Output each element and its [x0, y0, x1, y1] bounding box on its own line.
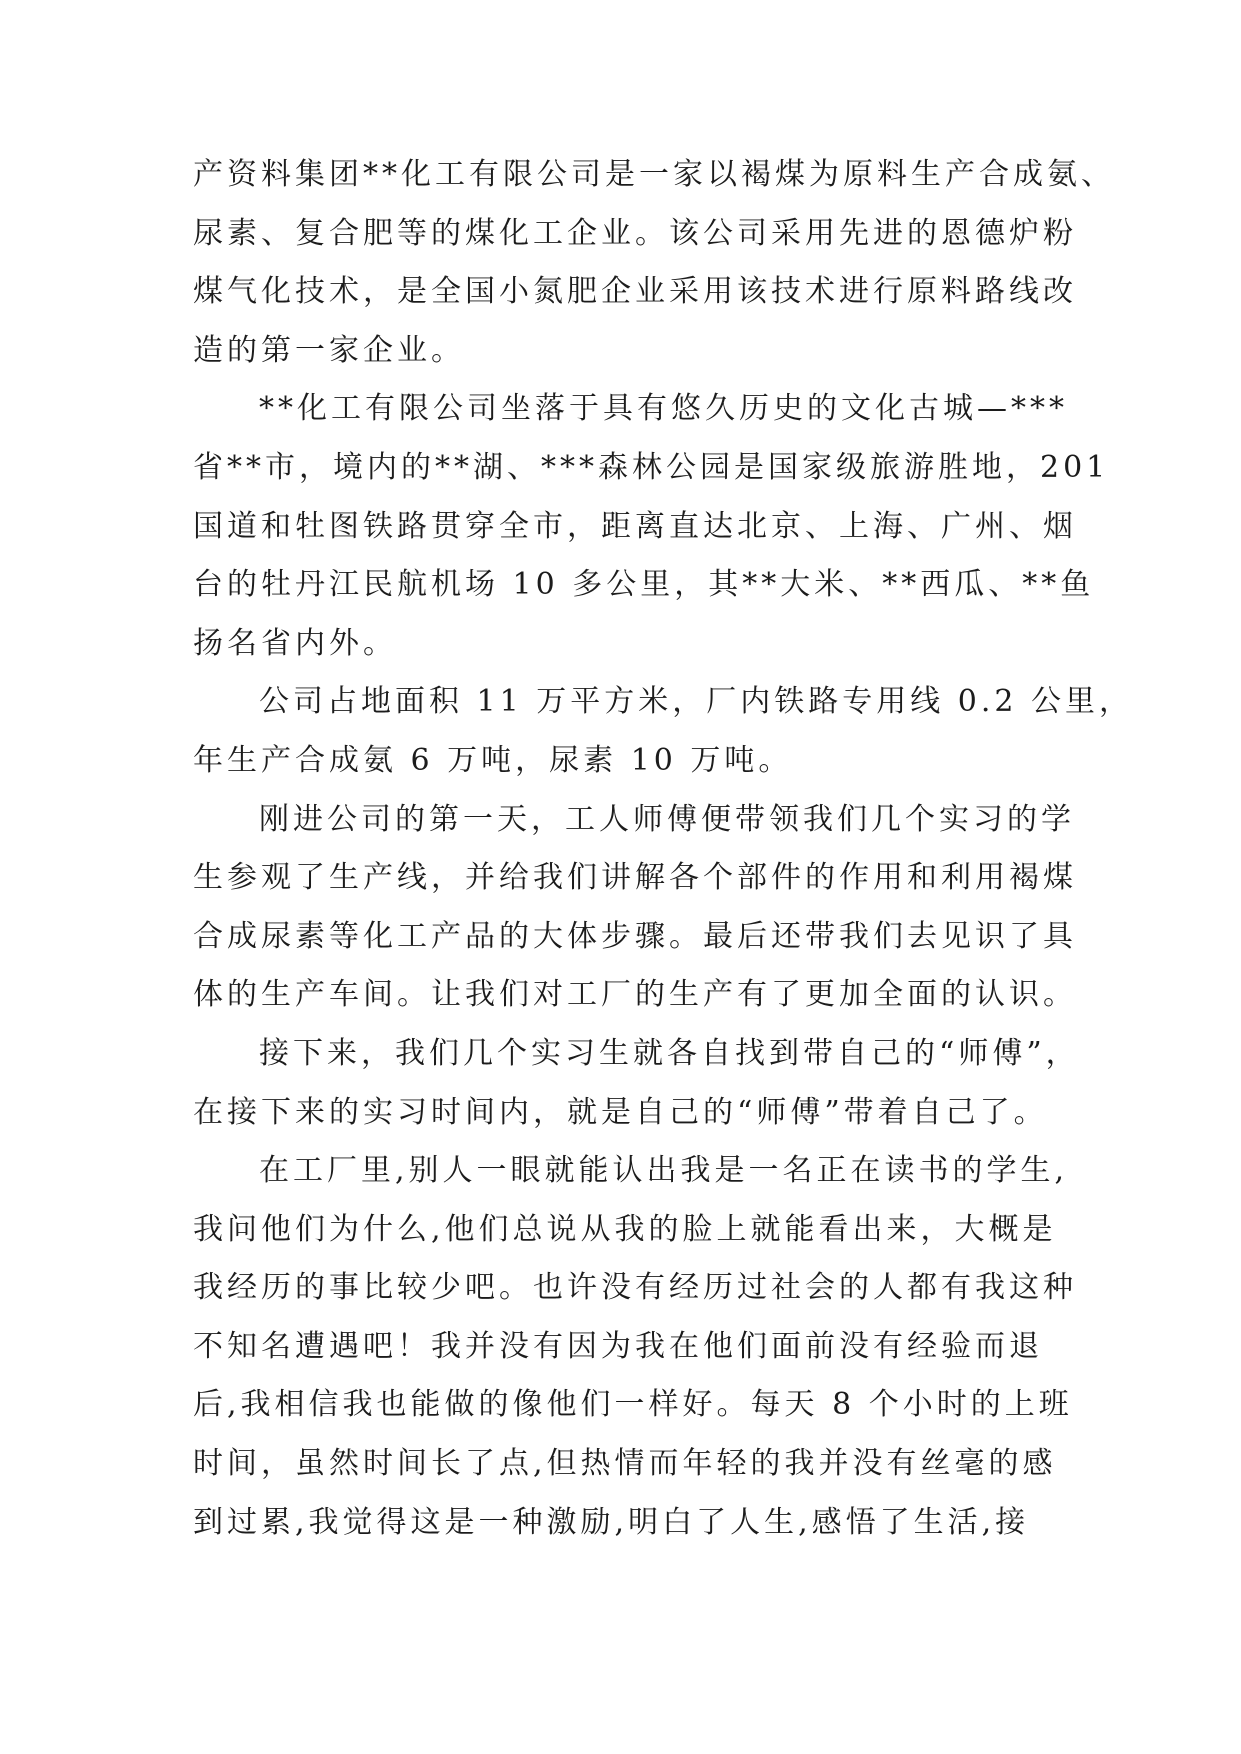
- text-line: 尿素、复合肥等的煤化工企业。该公司采用先进的恩德炉粉: [193, 215, 1077, 251]
- text-line: 产资料集团**化工有限公司是一家以褐煤为原料生产合成氨、: [193, 157, 1115, 192]
- text-line: 到过累,我觉得这是一种激励,明白了人生,感悟了生活,接: [193, 1504, 1030, 1540]
- body-text: [193, 146, 1134, 1552]
- text-line: 不知名遭遇吧！我并没有因为我在他们面前没有经验而退: [193, 1328, 1043, 1364]
- paragraph-first-line: 接下来，我们几个实习生就各自找到带自己的“师傅”，: [259, 1035, 1080, 1071]
- text-line: 生参观了生产线，并给我们讲解各个部件的作用和利用褐煤: [193, 860, 1077, 896]
- text-line: 我问他们为什么,他们总说从我的脸上就能看出来，大概是: [193, 1211, 1057, 1247]
- text-line: 省**市，境内的**湖、***森林公园是国家级旅游胜地，201: [193, 449, 1110, 485]
- text-line: 在接下来的实习时间内，就是自己的“师傅”带着自己了。: [193, 1094, 1048, 1130]
- text-line: 体的生产车间。让我们对工厂的生产有了更加全面的认识。: [193, 977, 1077, 1013]
- paragraph-first-line: 刚进公司的第一天，工人师傅便带领我们几个实习的学: [259, 801, 1075, 837]
- text-line: 国道和牡图铁路贯穿全市，距离直达北京、上海、广州、烟: [193, 508, 1077, 544]
- text-line: 合成尿素等化工产品的大体步骤。最后还带我们去见识了具: [193, 918, 1077, 954]
- text-line: 我经历的事比较少吧。也许没有经历过社会的人都有我这种: [193, 1270, 1077, 1306]
- text-line: 扬名省内外。: [193, 625, 397, 661]
- text-line: 年生产合成氨 6 万吨，尿素 10 万吨。: [193, 742, 793, 778]
- paragraph-first-line: **化工有限公司坐落于具有悠久历史的文化古城—***: [259, 391, 1068, 427]
- paragraph-first-line: 公司占地面积 11 万平方米，厂内铁路专用线 0.2 公里，: [259, 684, 1134, 720]
- text-line: 时间，虽然时间长了点,但热情而年轻的我并没有丝毫的感: [193, 1446, 1057, 1482]
- text-line: 煤气化技术，是全国小氮肥企业采用该技术进行原料路线改: [193, 274, 1077, 310]
- text-line: 台的牡丹江民航机场 10 多公里，其**大米、**西瓜、**鱼: [193, 567, 1095, 603]
- text-line: 造的第一家企业。: [193, 332, 465, 368]
- text-line: 后,我相信我也能做的像他们一样好。每天 8 个小时的上班: [193, 1387, 1073, 1423]
- paragraph-first-line: 在工厂里,别人一眼就能认出我是一名正在读书的学生,: [259, 1153, 1069, 1189]
